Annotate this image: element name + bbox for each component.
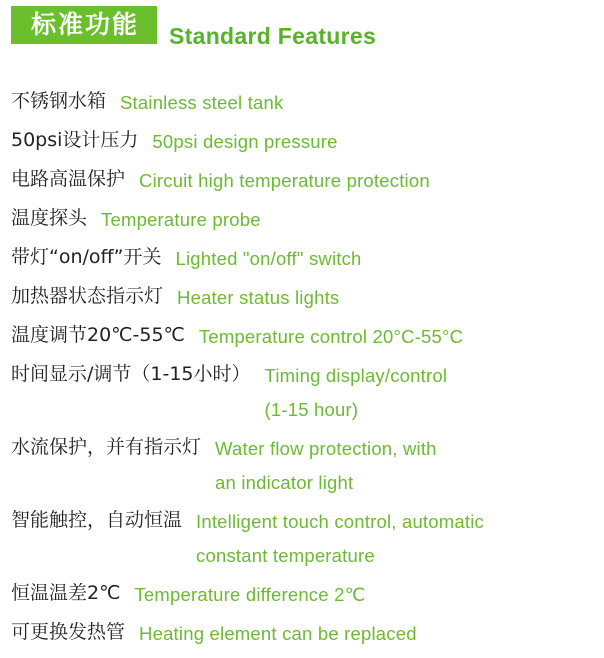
feature-item — [11, 432, 604, 505]
feature-list — [11, 86, 604, 656]
feature-label-en: Temperature difference 2℃ — [134, 584, 366, 605]
feature-label-cn: 温度调节20℃-55℃ — [11, 324, 185, 346]
feature-label-en: Temperature probe — [101, 209, 261, 230]
feature-label-en: Intelligent touch control, automatic constant temperature — [196, 511, 484, 566]
feature-label-cn: 恒温温差2℃ — [11, 582, 121, 604]
feature-item — [11, 203, 604, 242]
feature-item — [11, 164, 604, 203]
feature-label-en: Water flow protection, with an indicator light — [215, 438, 437, 493]
feature-label-cn: 带灯“on/off”开关 — [11, 246, 162, 268]
feature-label-en: Timing display/control (1-15 hour) — [264, 365, 448, 420]
feature-label-en: Temperature control 20°C-55°C — [198, 326, 464, 347]
feature-item — [11, 242, 604, 281]
feature-item — [11, 359, 604, 432]
feature-item — [11, 617, 604, 656]
feature-label-cn: 电路高温保护 — [11, 168, 126, 190]
feature-label-en: Heater status lights — [177, 287, 340, 308]
feature-label-cn: 温度探头 — [11, 207, 88, 229]
feature-item — [11, 125, 604, 164]
feature-label-cn: 不锈钢水箱 — [11, 90, 107, 112]
feature-item — [11, 86, 604, 125]
section-badge: 标准功能 — [11, 6, 157, 44]
feature-label-en: Stainless steel tank — [120, 92, 284, 113]
feature-label-en: Lighted "on/off" switch — [175, 248, 362, 269]
feature-item — [11, 320, 604, 359]
feature-label-cn: 加热器状态指示灯 — [11, 285, 164, 307]
section-header — [11, 6, 377, 49]
feature-label-cn: 可更换发热管 — [11, 621, 126, 643]
feature-label-en: Heating element can be replaced — [139, 623, 417, 644]
feature-label-cn: 时间显示/调节（1-15小时） — [11, 363, 251, 385]
feature-item — [11, 578, 604, 617]
feature-label-en: Circuit high temperature protection — [139, 170, 430, 191]
feature-item — [11, 505, 604, 578]
feature-label-cn: 水流保护，并有指示灯 — [11, 436, 202, 458]
feature-label-cn: 50psi设计压力 — [11, 129, 139, 151]
section-title: Standard Features — [169, 23, 377, 49]
feature-label-en: 50psi design pressure — [152, 131, 338, 152]
feature-label-cn: 智能触控，自动恒温 — [11, 509, 183, 531]
feature-item — [11, 281, 604, 320]
